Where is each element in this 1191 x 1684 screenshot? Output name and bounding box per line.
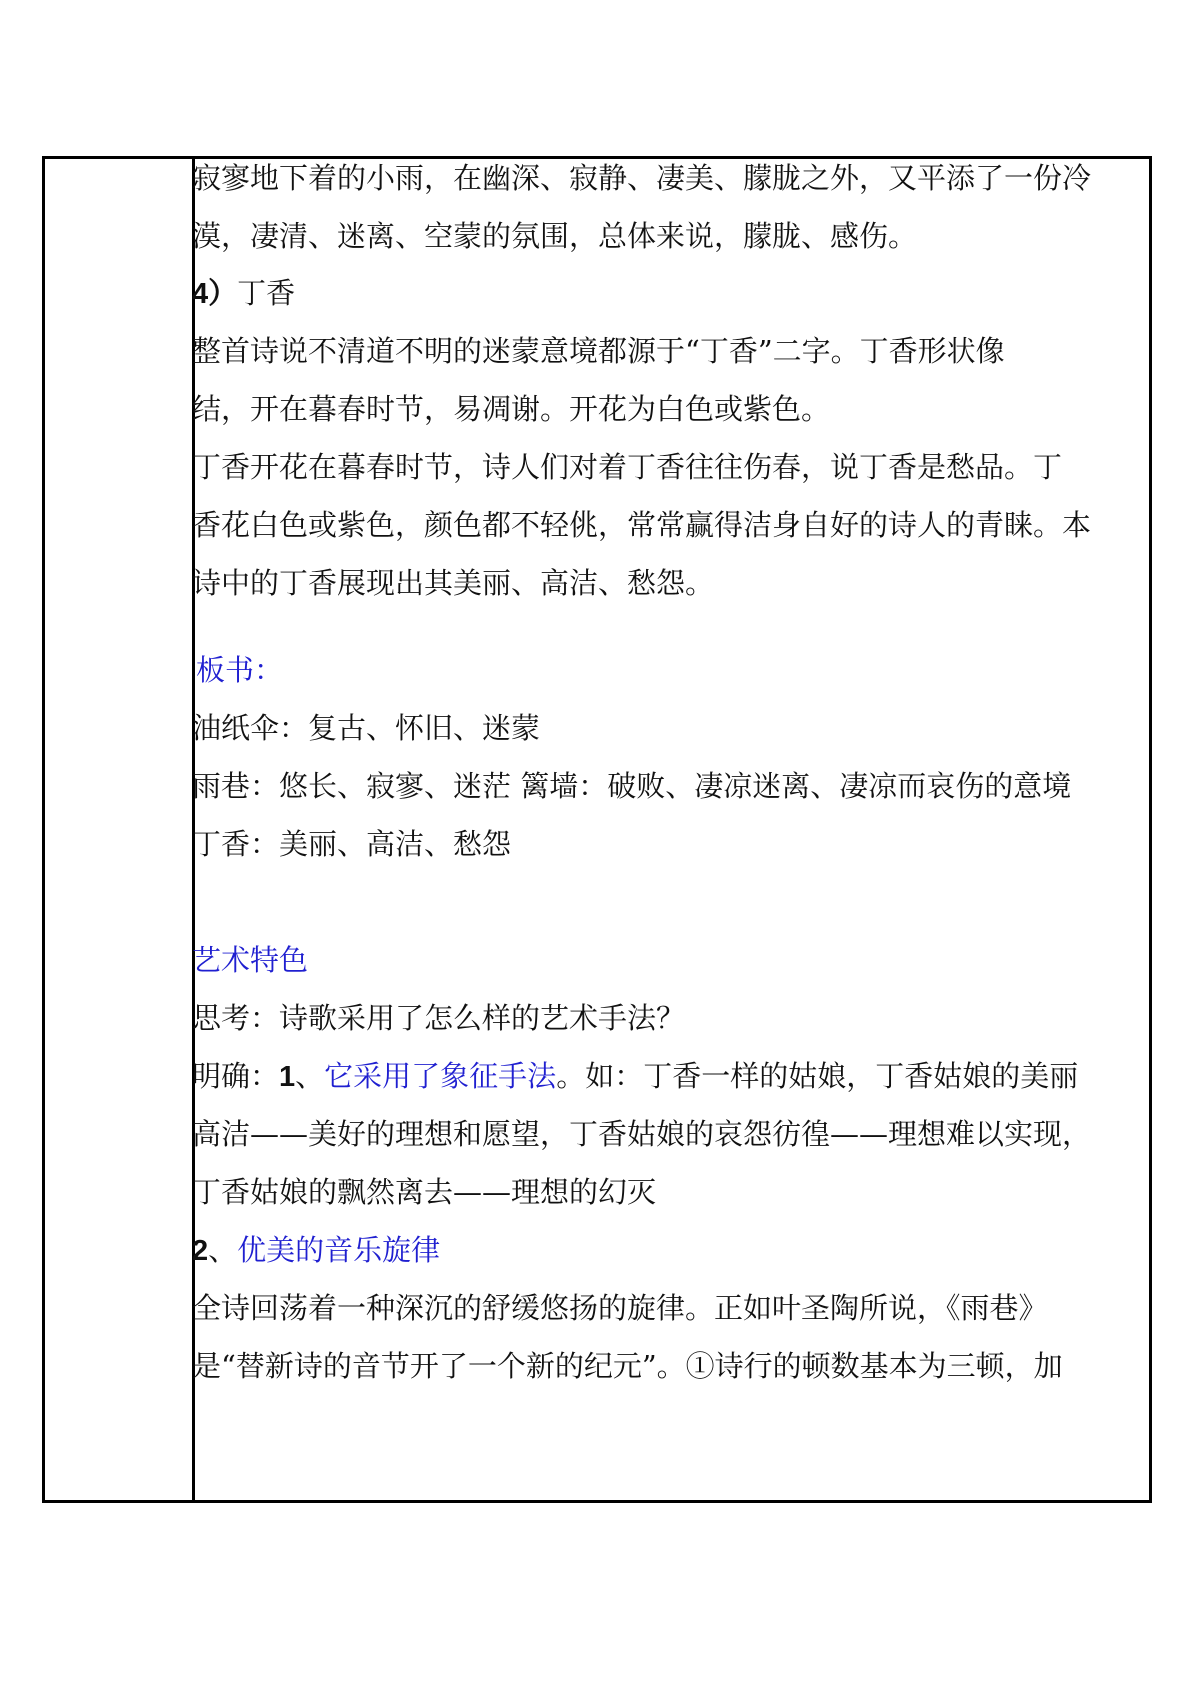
text-line: 结，开在暮春时节，易凋谢。开花为白色或紫色。	[192, 392, 831, 426]
table-left-column	[45, 159, 195, 1500]
list-number: 2	[192, 1235, 209, 1267]
inline-text: 明确：	[192, 1059, 280, 1093]
text-line: 漠，凄清、迷离、空蒙的氛围，总体来说，朦胧、感伤。	[192, 219, 918, 253]
text-line: 丁香：美丽、高洁、愁怨	[192, 827, 512, 861]
inline-text: 、	[295, 1059, 325, 1093]
text-line: 寂寥地下着的小雨，在幽深、寂静、凄美、朦胧之外，又平添了一份冷	[192, 161, 1092, 195]
highlight-symbolism: 它采用了象征手法	[324, 1059, 557, 1093]
text-line: 是“替新诗的音节开了一个新的纪元”。①诗行的顿数基本为三顿，加	[192, 1349, 1063, 1383]
text-line: 丁香姑娘的飘然离去——理想的幻灭	[192, 1175, 657, 1209]
highlight-music: 优美的音乐旋律	[237, 1233, 441, 1267]
inline-text: 、	[208, 1233, 238, 1267]
text-line: 油纸伞：复古、怀旧、迷蒙	[192, 711, 541, 745]
list-number: 4）	[192, 278, 238, 310]
section-heading-lilac	[192, 273, 295, 313]
text-line	[192, 1056, 1078, 1096]
blackboard-heading: 板书：	[196, 653, 284, 687]
text-line: 雨巷：悠长、寂寥、迷茫 篱墙：破败、凄凉迷离、凄凉而哀伤的意境	[192, 769, 1072, 803]
text-line: 香花白色或紫色，颜色都不轻佻，常常赢得洁身自好的诗人的青睐。本	[192, 508, 1092, 542]
text-line: 诗中的丁香展现出其美丽、高洁、愁怨。	[192, 566, 715, 600]
text-line: 丁香开花在暮春时节，诗人们对着丁香往往伤春，说丁香是愁品。丁	[192, 450, 1063, 484]
text-line: 高洁——美好的理想和愿望，丁香姑娘的哀怨彷徨——理想难以实现，	[192, 1117, 1092, 1151]
heading-text: 丁香	[237, 276, 296, 310]
text-line: 全诗回荡着一种深沉的舒缓悠扬的旋律。正如叶圣陶所说，《雨巷》	[192, 1291, 1048, 1325]
art-features-heading: 艺术特色	[192, 943, 309, 977]
inline-text: 。如：丁香一样的姑娘，丁香姑娘的美丽	[556, 1059, 1079, 1093]
text-line	[192, 1230, 440, 1270]
text-line: 思考：诗歌采用了怎么样的艺术手法？	[192, 1001, 686, 1035]
text-line: 整首诗说不清道不明的迷蒙意境都源于“丁香”二字。丁香形状像	[192, 334, 1005, 368]
list-number: 1	[279, 1061, 296, 1093]
